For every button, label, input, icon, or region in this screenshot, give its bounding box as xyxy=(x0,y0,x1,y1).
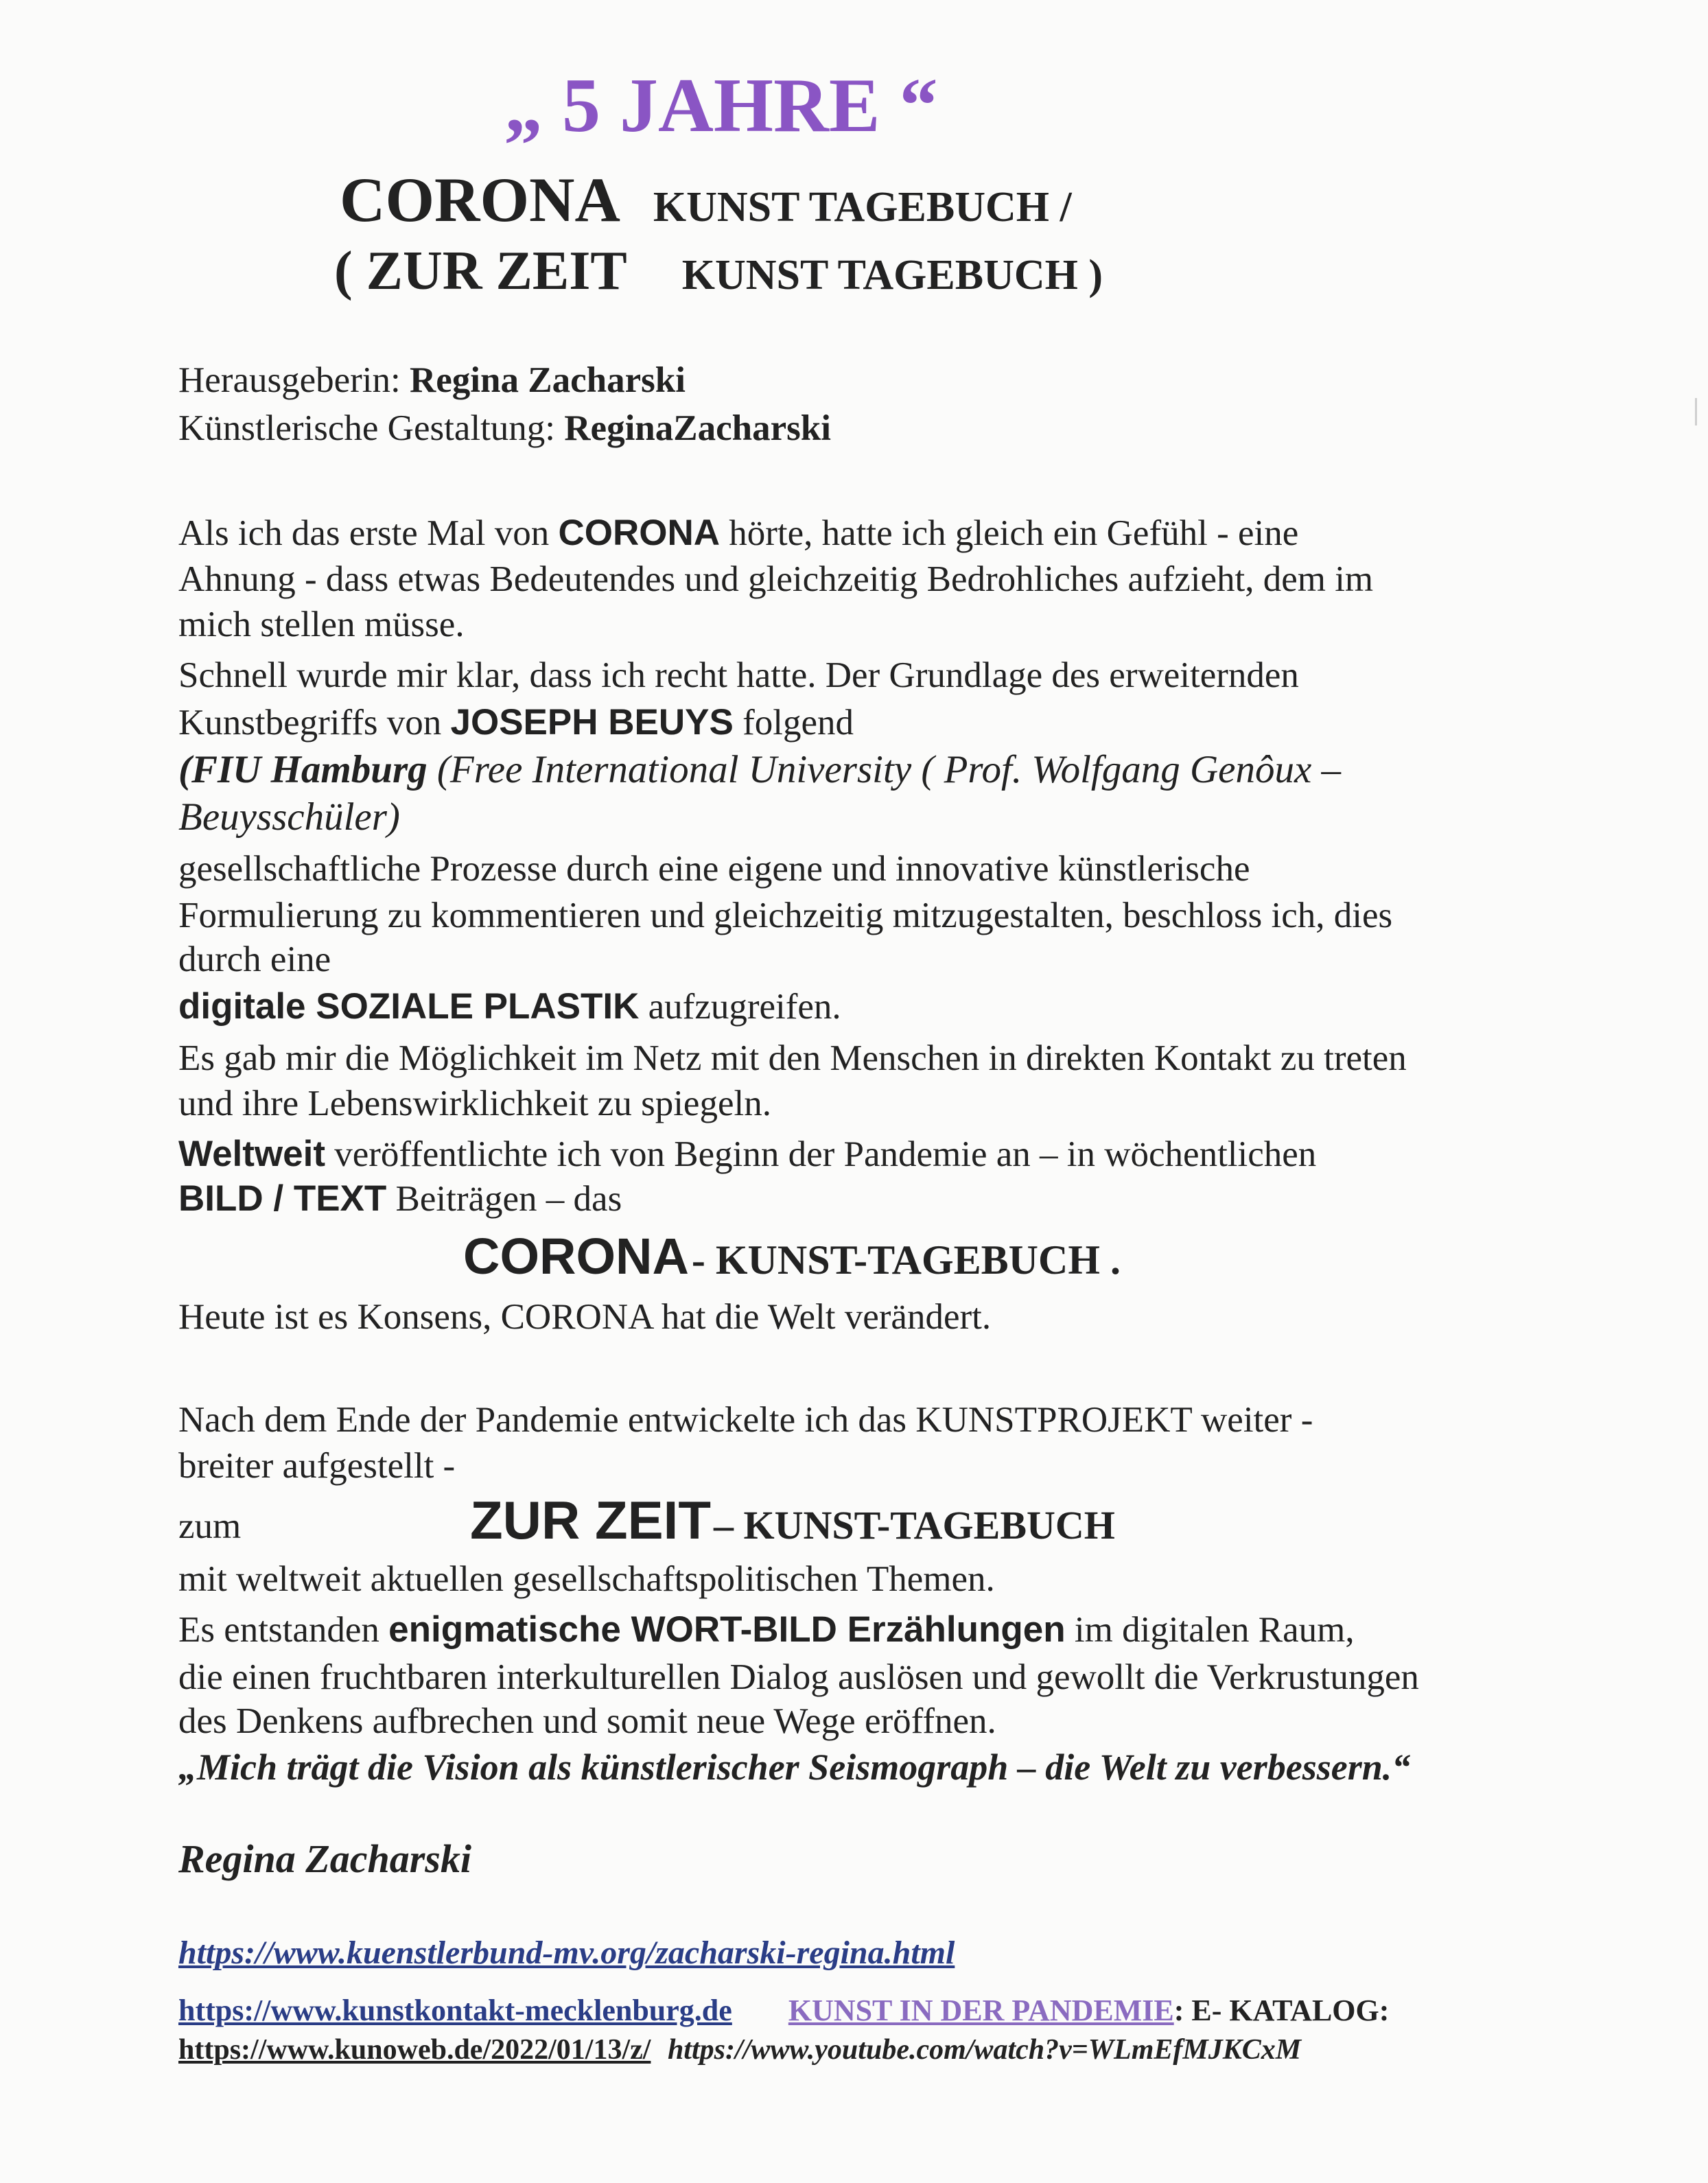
link-kunoweb[interactable]: https://www.kunoweb.de/2022/01/13/z/ xyxy=(178,2034,651,2066)
heading-zur-zeit-small: – KUNST-TAGEBUCH xyxy=(713,1503,1115,1548)
heading-corona-kunst-tagebuch xyxy=(463,1227,1121,1285)
text-span: Kunstbegriffs von xyxy=(178,703,442,743)
heading-corona-small: - KUNST-TAGEBUCH . xyxy=(691,1237,1121,1283)
text-fiu-bold: (FIU Hamburg xyxy=(178,748,428,791)
publisher-label: Herausgeberin: xyxy=(178,360,401,400)
subtitle-kunst-tagebuch: KUNST TAGEBUCH / xyxy=(653,184,1072,231)
heading-zur-zeit-big: ZUR ZEIT xyxy=(470,1490,711,1550)
subtitle-line-2 xyxy=(334,240,1103,303)
body-line-10: durch eine xyxy=(178,939,331,979)
body-line-6 xyxy=(178,750,1341,789)
publisher-line xyxy=(178,362,686,399)
text-span: veröffentlichte ich von Beginn der Pandemie an – in wöchentlichen xyxy=(334,1134,1317,1174)
text-corona-bold: CORONA xyxy=(558,513,721,553)
body-line-5 xyxy=(178,704,854,741)
link-kuenstlerbund[interactable]: https://www.kuenstlerbund-mv.org/zacharski-regina.html xyxy=(178,1935,955,1971)
body-line-13: und ihre Lebenswirklichkeit zu spiegeln. xyxy=(178,1084,771,1123)
body-line-14 xyxy=(178,1136,1316,1173)
text-span: folgend xyxy=(742,703,854,743)
text-weltweit-bold: Weltweit xyxy=(178,1134,325,1174)
subtitle-line-1 xyxy=(340,163,1072,236)
text-span: im digitalen Raum, xyxy=(1074,1610,1355,1650)
text-bild-text-bold: BILD / TEXT xyxy=(178,1178,387,1219)
body-line-16: Heute ist es Konsens, CORONA hat die Welt verändert. xyxy=(178,1297,992,1337)
heading-corona-big: CORONA xyxy=(463,1228,689,1285)
text-span: aufzugreifen. xyxy=(648,987,841,1027)
heading-zur-zeit-kunst-tagebuch xyxy=(470,1489,1115,1552)
design-label: Künstlerische Gestaltung: xyxy=(178,408,556,448)
subtitle-corona: CORONA xyxy=(340,165,620,235)
quote-line: „Mich trägt die Vision als künstlerischer Seismograph – die Welt zu verbessern.“ xyxy=(178,1747,1411,1788)
text-span: Es entstanden xyxy=(178,1610,379,1650)
page-title: „ 5 JAHRE “ xyxy=(504,63,938,148)
subtitle-zur-zeit: ( ZUR ZEIT xyxy=(334,241,627,301)
text-span: Als ich das erste Mal von xyxy=(178,513,550,553)
body-line-4: Schnell wurde mir klar, dass ich recht hatte. Der Grundlage des erweiternden xyxy=(178,655,1299,695)
body-line-18: breiter aufgestellt - xyxy=(178,1446,456,1486)
body-line-19: zum xyxy=(178,1506,242,1546)
text-span: hörte, hatte ich gleich ein Gefühl - eine xyxy=(729,513,1299,553)
subtitle-kunst-tagebuch-2: KUNST TAGEBUCH ) xyxy=(681,252,1103,299)
body-line-15 xyxy=(178,1180,622,1217)
body-line-11 xyxy=(178,988,841,1025)
design-line xyxy=(178,410,831,447)
text-beuys-bold: JOSEPH BEUYS xyxy=(450,702,734,743)
body-line-23: des Denkens aufbrechen und somit neue Wege eröffnen. xyxy=(178,1701,996,1741)
e-katalog-label: : E- KATALOG: xyxy=(1173,1994,1390,2027)
body-line-2: Ahnung - dass etwas Bedeutendes und gleichzeitig Bedrohliches aufzieht, dem im xyxy=(178,559,1374,599)
text-span: (Free International University ( Prof. Wolfgang Genôux – xyxy=(436,748,1342,791)
text-span: Beiträgen – das xyxy=(395,1179,622,1219)
body-line-20: mit weltweit aktuellen gesellschaftspolitischen Themen. xyxy=(178,1559,995,1599)
body-line-17: Nach dem Ende der Pandemie entwickelte ich das KUNSTPROJEKT weiter - xyxy=(178,1400,1313,1440)
body-line-1 xyxy=(178,515,1298,552)
body-line-3: mich stellen müsse. xyxy=(178,605,465,644)
body-line-12: Es gab mir die Möglichkeit im Netz mit den Menschen in direkten Kontakt zu treten xyxy=(178,1038,1407,1078)
body-line-21 xyxy=(178,1611,1355,1648)
link-kunst-in-der-pandemie[interactable]: KUNST IN DER PANDEMIE xyxy=(788,1994,1174,2027)
link-kunstkontakt[interactable]: https://www.kunstkontakt-mecklenburg.de xyxy=(178,1994,732,2027)
links-line-1 xyxy=(178,1996,1389,2026)
body-line-9: Formulierung zu kommentieren und gleichzeitig mitzugestalten, beschloss ich, dies xyxy=(178,896,1393,935)
links-line-2 xyxy=(178,2035,1301,2064)
body-line-8: gesellschaftliche Prozesse durch eine eigene und innovative künstlerische xyxy=(178,849,1250,889)
text-enigmatische-bold: enigmatische WORT-BILD Erzählungen xyxy=(388,1609,1066,1650)
signature: Regina Zacharski xyxy=(178,1836,471,1881)
publisher-name: Regina Zacharski xyxy=(410,360,686,400)
text-soziale-plastik-bold: digitale SOZIALE PLASTIK xyxy=(178,986,640,1027)
design-name: ReginaZacharski xyxy=(564,408,831,448)
scan-artifact xyxy=(1695,398,1697,425)
body-line-7: Beuysschüler) xyxy=(178,795,400,839)
body-line-22: die einen fruchtbaren interkulturellen Dialog auslösen und gewollt die Verkrustungen xyxy=(178,1657,1419,1697)
link-youtube[interactable]: https://www.youtube.com/watch?v=WLmEfMJKCxM xyxy=(667,2034,1302,2066)
